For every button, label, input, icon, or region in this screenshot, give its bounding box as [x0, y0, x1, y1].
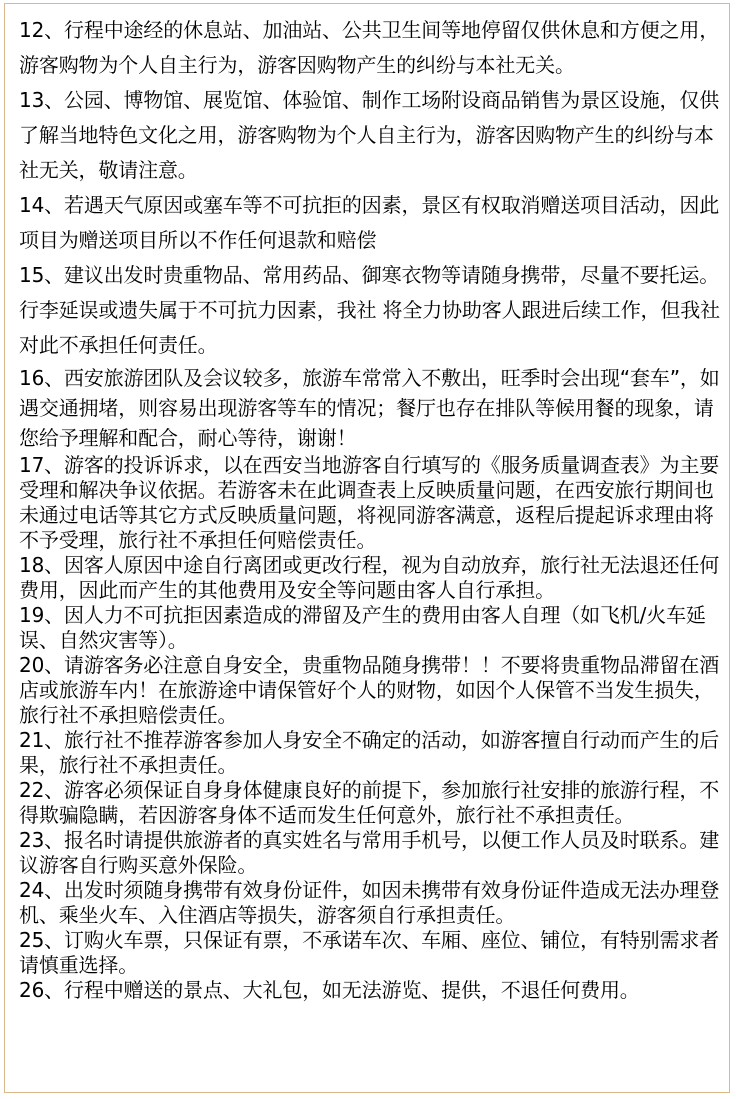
term-item-13: 13、公园、博物馆、展览馆、体验馆、制作工场附设商品销售为景区设施，仅供了解当地特色文化之用，游客购物为个人自主行为，游客因购物产生的纠纷与本社无关，敬请注意。 — [19, 88, 720, 182]
term-item-23: 23、报名时请提供旅游者的真实姓名与常用手机号，以便工作人员及时联系。建议游客自行购买意外保险。 — [19, 828, 720, 877]
term-item-20: 20、请游客务必注意自身安全，贵重物品随身携带！！不要将贵重物品滞留在酒店或旅游车内！在旅游途中请保管好个人的财物，如因个人保管不当发生损失，旅行社不承担赔偿责任。 — [19, 653, 720, 727]
term-item-22: 22、游客必须保证自身身体健康良好的前提下，参加旅行社安排的旅游行程，不得欺骗隐瞒，若因游客身体不适而发生任何意外，旅行社不承担责任。 — [19, 778, 720, 827]
term-item-26: 26、行程中赠送的景点、大礼包，如无法游览、提供，不退任何费用。 — [19, 978, 640, 1002]
term-item-12: 12、行程中途经的休息站、加油站、公共卫生间等地停留仅供休息和方便之用，游客购物为个人自主行为，游客因购物产生的纠纷与本社无关。 — [19, 18, 720, 77]
term-item-17: 17、游客的投诉诉求，以在西安当地游客自行填写的《服务质量调查表》为主要受理和解决争议依据。若游客未在此调查表上反映质量问题，在西安旅行期间也未通过电话等其它方式反映质量问题，将视同游客满意，返程后提起诉求理由将不予受理，旅行社不承担任何赔偿责任。 — [19, 453, 720, 552]
term-item-24: 24、出发时须随身携带有效身份证件，如因未携带有效身份证件造成无法办理登机、乘坐火车、入住酒店等损失，游客须自行承担责任。 — [19, 878, 720, 927]
term-item-25: 25、订购火车票，只保证有票，不承诺车次、车厢、座位、铺位，有特别需求者请慎重选择。 — [19, 928, 720, 977]
terms-list — [19, 13, 725, 1003]
term-item-18: 18、因客人原因中途自行离团或更改行程，视为自动放弃，旅行社无法退还任何费用，因此而产生的其他费用及安全等问题由客人自行承担。 — [19, 553, 720, 602]
term-item-16: 16、西安旅游团队及会议较多，旅游车常常入不敷出，旺季时会出现“套车”，如遇交通拥堵，则容易出现游客等车的情况；餐厅也存在排队等候用餐的现象，请您给予理解和配合，耐心等待，谢谢！ — [19, 366, 720, 450]
term-item-15: 15、建议出发时贵重物品、常用药品、御寒衣物等请随身携带，尽量不要托运。行李延误或遗失属于不可抗力因素，我社 将全力协助客人跟进后续工作，但我社对此不承担任何责任。 — [19, 263, 720, 357]
term-item-19: 19、因人力不可抗拒因素造成的滞留及产生的费用由客人自理（如飞机/火车延误、自然灾害等）。 — [19, 603, 706, 652]
document-frame — [4, 3, 730, 1093]
term-item-14: 14、若遇天气原因或塞车等不可抗拒的因素，景区有权取消赠送项目活动，因此项目为赠送项目所以不作任何退款和赔偿 — [19, 193, 720, 252]
term-item-21: 21、旅行社不推荐游客参加人身安全不确定的活动，如游客擅自行动而产生的后果，旅行社不承担责任。 — [19, 728, 720, 777]
